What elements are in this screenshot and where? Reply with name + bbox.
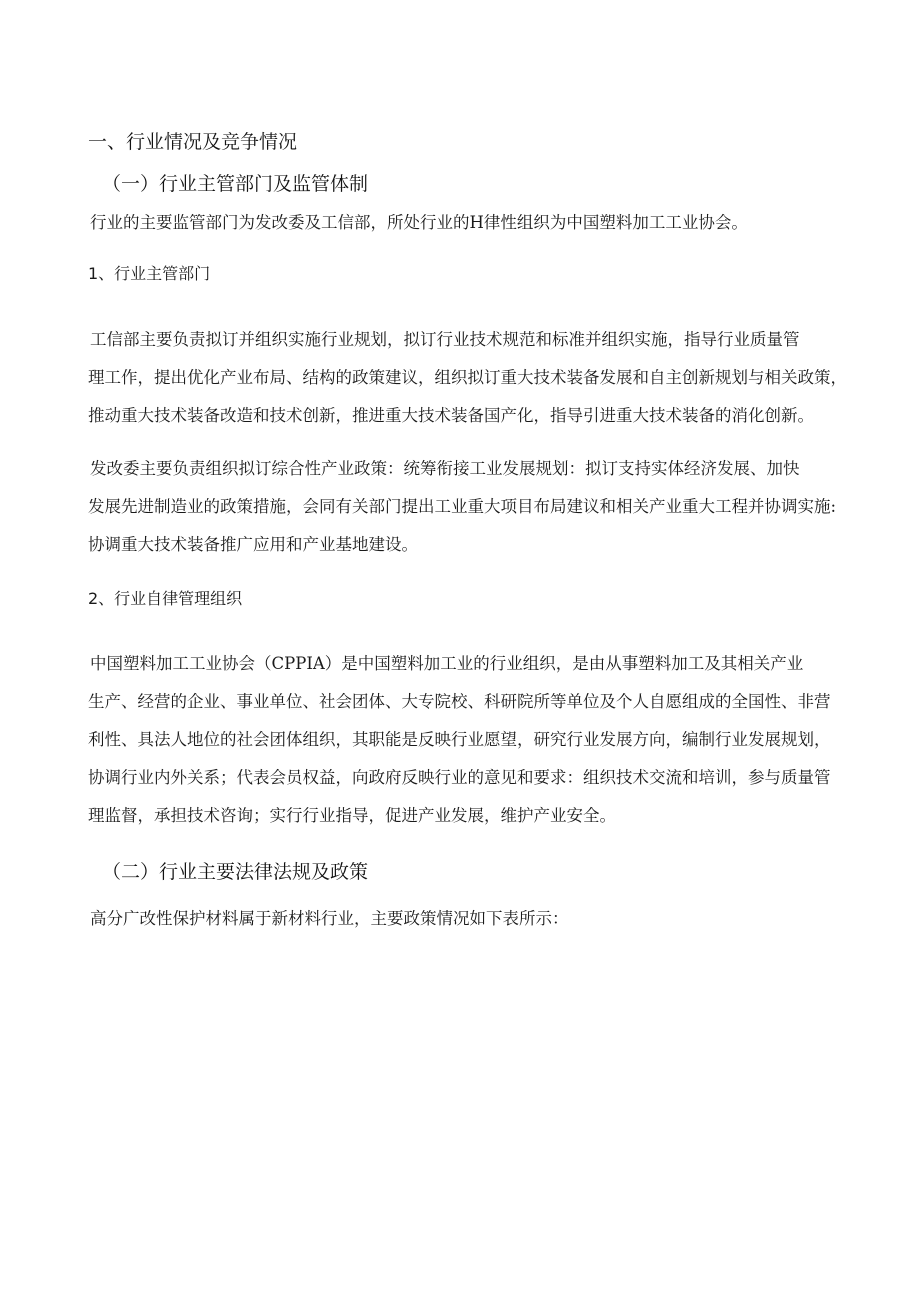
paragraph-ndrc: [88, 450, 883, 564]
paragraph-line: 发改委主要负责组织拟订综合性产业政策：统筹衔接工业发展规划：拟订支持实体经济发展、加快: [90, 459, 800, 478]
paragraph-line: 理工作，提出优化产业布局、结构的政策建议，组织拟订重大技术装备发展和自主创新规划与相关政策，: [88, 368, 847, 387]
paragraph-miit: [88, 321, 883, 435]
paragraph-line: 发展先进制造业的政策措施，会同有关部门提出工业重大项目布局建议和相关产业重大工程并协调实施:: [88, 497, 837, 516]
subsection-heading: （二）行业主要法律法规及政策: [102, 861, 369, 883]
item-heading: 2、行业自律管理组织: [88, 589, 243, 608]
section-heading: 一、行业情况及竞争情况: [88, 131, 298, 153]
paragraph-line: 利性、具法人地位的社会团体组织，其职能是反映行业愿望，研究行业发展方向，编制行业发展规划，: [88, 730, 831, 749]
paragraph-line: 中国塑料加工工业协会（CPPIA）是中国塑料加工业的行业组织，是由从事塑料加工及其相关产业: [90, 654, 804, 673]
item-heading: 1、行业主管部门: [88, 264, 211, 283]
subsection-heading: （一）行业主管部门及监管体制: [102, 173, 369, 195]
paragraph-line: 理监督，承担技术咨询；实行行业指导，促进产业发展，维护产业安全。: [88, 806, 616, 825]
paragraph-line: 工信部主要负责拟订并组织实施行业规划，拟订行业技术规范和标准并组织实施，指导行业质量管: [90, 330, 800, 349]
paragraph-line: 生产、经营的企业、事业单位、社会团体、大专院校、科研院所等单位及个人自愿组成的全国性、非营: [88, 692, 831, 711]
intro-paragraph: 高分广改性保护材料属于新材料行业，主要政策情况如下表所示：: [90, 909, 569, 928]
paragraph-line: 推动重大技术装备改造和技术创新，推进重大技术装备国产化，指导引进重大技术装备的消化创新。: [88, 406, 814, 425]
paragraph-cppia: [88, 645, 883, 835]
paragraph-line: 协调行业内外关系；代表会员权益，向政府反映行业的意见和要求：组织技术交流和培训，参与质量管: [88, 768, 831, 787]
paragraph-line: 协调重大技术装备推广应用和产业基地建设。: [88, 535, 418, 554]
intro-paragraph: 行业的主要监管部门为发改委及工信部，所处行业的H律性组织为中国塑料加工工业协会。: [90, 213, 748, 232]
